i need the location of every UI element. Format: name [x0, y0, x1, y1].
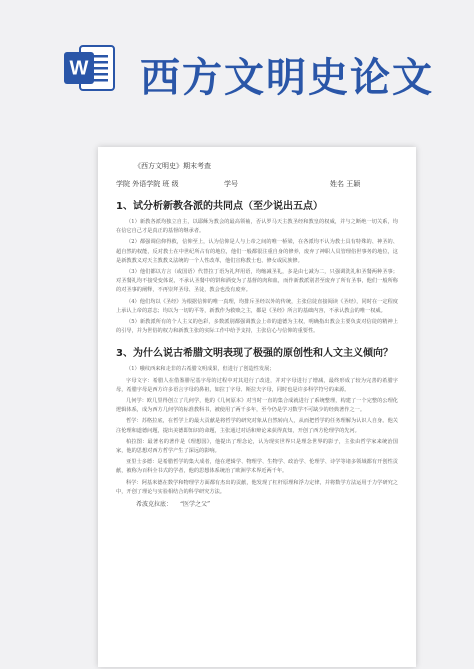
student-info-row [116, 179, 398, 189]
college-class: 学院 外语学院 班 级 [116, 180, 179, 188]
word-icon [62, 40, 118, 96]
answer-paragraph: 字母文字：希腊人在借鉴腓尼基字母的过程中对其进行了改进，并对字母进行了增减，最终形成了较为完善的希腊字母，希腊字母是西方许多语言字母的鼻祖，如拉丁字母、斯拉夫字母，同时也是许多科学符号的来源。 [116, 377, 398, 393]
question-3-heading: 3、为什么说古希腊文明表现了极强的原创性和人文主义倾向？ [116, 348, 393, 360]
answer-paragraph: （5）新教派所有的个人主义的色彩，多数派别都强调教会上帝的道德为主权，明确指出教会主要负责对信徒的精神上的引导，并为世俗的权力和新教主张的实际工作中给予支持，主张信心与信仰的重要性。 [116, 319, 398, 335]
signature-label: 希波克拉底： [136, 501, 173, 509]
answer-paragraph: （2）都强调信仰得救，信仰至上，认为信仰是人与上帝之间的唯一桥梁，在各派均不认为教士具有特殊的、神圣的、超自然的权能，反对教士在中世纪所占有的地位，他们一般都很注重自身的修养，废弃了神职人员管理俗世事务的地位，这是新教教义对天主教教义法统的一个人性改革，他们宣称教士也、修女或民族修。 [116, 239, 398, 264]
signature-line [116, 499, 398, 508]
document-page [98, 147, 416, 667]
document-title: 西方文明史论文 [140, 55, 434, 101]
student-number: 学号 [224, 180, 238, 188]
answer-paragraph: 柏拉图：最著名的著作是《理想国》，他提出了理念论，认为现实世界只是理念世界的影子，主张由哲学家来统治国家，他的思想对西方哲学产生了深远的影响。 [116, 438, 398, 455]
answer-paragraph: 亚里士多德：是希腊哲学的集大成者，他在逻辑学、物理学、生物学、政治学、伦理学、诗学等诸多领域都有开创性贡献，被称为百科全书式的学者，他的思想体系统治了欧洲学术界近两千年。 [116, 459, 398, 475]
answer-paragraph: 科学：阿基米德在数学和物理学方面都有杰出的贡献，他发现了杠杆原理和浮力定律，并将数学方法运用于力学研究之中，开创了理论与实验相结合的科学研究方法。 [116, 479, 398, 495]
answer-paragraph: （4）他们均以《圣经》为根据信仰的唯一真理，均排斥圣经以外的传统，主张信徒直接阅读《圣经》，同时在一定程度上承认上帝的意志；均以为一切的平等，新教作为救赎之主，都是《圣经》所言的基础内容，不承认教会的唯一权威。 [116, 298, 398, 314]
word-icon-letter: W [69, 57, 89, 80]
answer-paragraph: （3）他们都以方言（或国语）代替拉丁语为礼拜用语，均缩减圣礼，多是由七减为二，只强调洗礼和圣餐两种圣事；对圣餐礼均不接受变体说，不承认圣餐中的饼和酒变为了基督的肉和血，而作新教派别甚至废弃了所有圣事，他们一般所称的对圣事的阐释，不再崇拜圣母、圣徒，教会也没有废弃。 [116, 269, 398, 294]
question-1-heading: 1、试分析新教各派的共同点（至少说出五点） [116, 201, 323, 212]
question-1-answer [116, 218, 398, 336]
student-name: 姓名 王颖 [330, 180, 361, 188]
answer-paragraph: （1）哦纹西来和走非的古希腊文明成果，但进行了创造性发展； [126, 366, 275, 373]
answer-paragraph: （1）新教各派均独立自主，以耶稣为教会的最高领袖，否认罗马天主教圣经和教皇的权威，并与之断绝一切关系，均在信它自己才是真正的基督的继承者。 [116, 219, 398, 235]
answer-paragraph: 哲学：苏格拉底，在哲学上的最大贡献是将哲学的研究对象从自然转向人，从而把哲学的任务理解为认识人自身。他关注伦理和道德问题，提出美德即知识的命题，主张通过对话和辩论来获得真知，开创了西方伦理学的先河。 [116, 418, 398, 434]
banner [0, 0, 474, 130]
exam-title: 《西方文明史》期末考查 [134, 162, 211, 170]
answer-paragraph: 几何学：欧几里得创立了几何学，他的《几何原本》对当时一直的集合成就进行了系统整理，构建了一个完整的公理化逻辑体系，成为西方几何学的标准教科书，被使用了两千多年，至今仍是学习数学不可缺少的经典著作之一。 [116, 398, 398, 414]
signature-work: “医学之父” [179, 501, 211, 509]
question-3-answer [116, 365, 398, 497]
